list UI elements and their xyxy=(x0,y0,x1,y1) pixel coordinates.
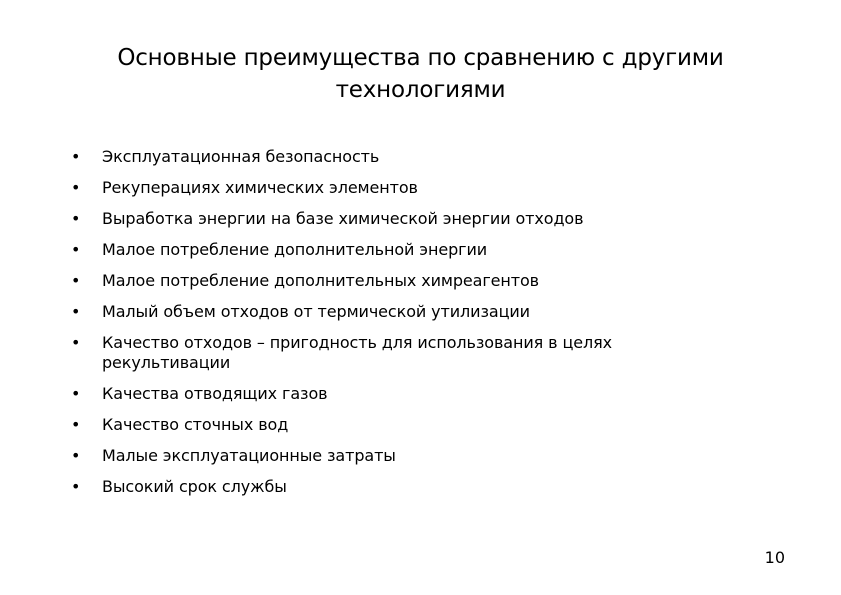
bullet-item xyxy=(68,446,688,466)
bullet-text: Качество отходов – пригодность для использования в целях рекультивации xyxy=(102,333,613,372)
bullet-text: Качества отводящих газов xyxy=(102,384,328,403)
bullet-icon: • xyxy=(71,333,81,352)
bullet-icon: • xyxy=(71,147,81,166)
bullet-text: Малое потребление дополнительной энергии xyxy=(102,240,488,259)
bullet-item xyxy=(68,240,688,260)
bullet-icon: • xyxy=(71,271,81,290)
bullet-text: Рекуперациях химических элементов xyxy=(102,178,418,197)
bullet-text: Качество сточных вод xyxy=(102,415,289,434)
bullet-item xyxy=(68,271,688,291)
bullet-item xyxy=(68,384,688,404)
bullet-icon: • xyxy=(71,178,81,197)
bullet-item xyxy=(68,147,688,167)
slide-title: Основные преимущества по сравнению с другими технологиями xyxy=(117,45,724,103)
bullet-item xyxy=(68,209,688,229)
bullet-item xyxy=(68,302,688,322)
bullet-text: Малое потребление дополнительных химреагентов xyxy=(102,271,540,290)
bullet-item xyxy=(68,178,688,198)
bullet-icon: • xyxy=(71,240,81,259)
bullet-item xyxy=(68,333,688,373)
bullet-item xyxy=(68,415,688,435)
bullet-icon: • xyxy=(71,209,81,228)
bullet-icon: • xyxy=(71,415,81,434)
bullet-list xyxy=(68,147,688,508)
bullet-item xyxy=(68,477,688,497)
bullet-icon: • xyxy=(71,477,81,496)
bullet-text: Малый объем отходов от термической утилизации xyxy=(102,302,530,321)
bullet-icon: • xyxy=(71,384,81,403)
bullet-text: Эксплуатационная безопасность xyxy=(102,147,380,166)
bullet-text: Высокий срок службы xyxy=(102,477,287,496)
page-number: 10 xyxy=(764,548,785,567)
bullet-text: Малые эксплуатационные затраты xyxy=(102,446,396,465)
bullet-icon: • xyxy=(71,302,81,321)
bullet-icon: • xyxy=(71,446,81,465)
bullet-text: Выработка энергии на базе химической энергии отходов xyxy=(102,209,584,228)
